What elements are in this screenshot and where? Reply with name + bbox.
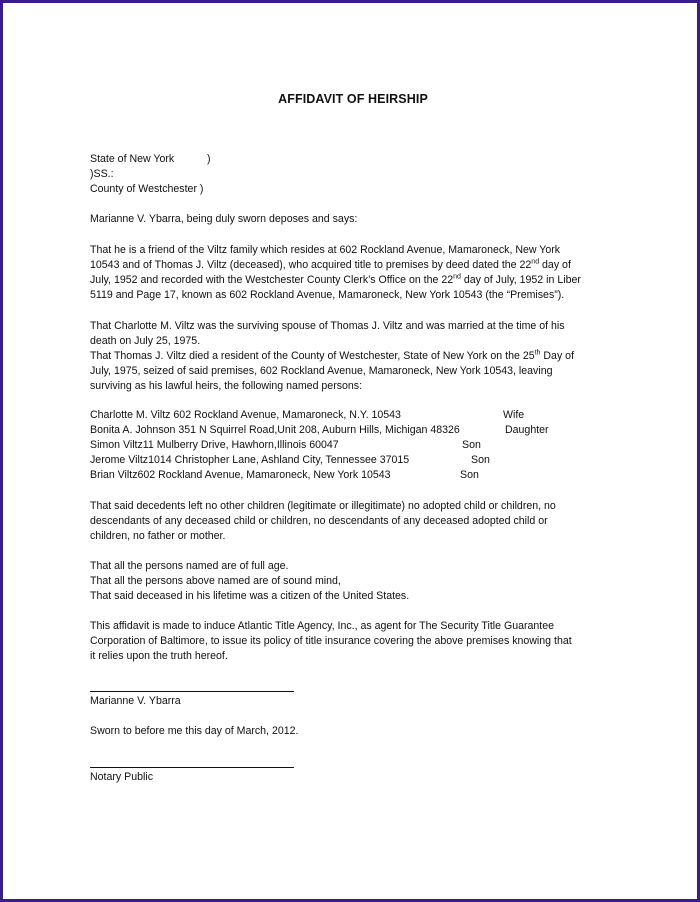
paragraph-line: July, 1952 and recorded with the Westchester County Clerk’s Office on the 22nd day of July, 1952 in Liber: [90, 273, 581, 286]
paragraph-line: death on July 25, 1975.: [90, 335, 201, 347]
paragraph-line: That said decedents left no other children (legitimate or illegitimate) no adopted child or children, no: [90, 500, 556, 512]
heir-relation: Daughter: [505, 424, 549, 436]
deposes-line: Marianne V. Ybarra, being duly sworn deposes and says:: [90, 213, 358, 225]
heir-name-address: Charlotte M. Viltz 602 Rockland Avenue, Mamaroneck, N.Y. 10543: [90, 409, 401, 421]
paragraph-line: That all the persons named are of full age.: [90, 560, 289, 572]
paragraph-line: That Thomas J. Viltz died a resident of the County of Westchester, State of New York on the 25th Day of: [90, 349, 575, 362]
paragraph-line: children, no father or mother.: [90, 530, 226, 542]
paragraph-line: it relies upon the truth hereof.: [90, 650, 228, 662]
paragraph-no-other-heirs: [90, 499, 630, 544]
paragraph-line: That all the persons above named are of sound mind,: [90, 575, 341, 587]
heir-relation: Son: [462, 439, 481, 451]
paragraph-line: 10543 and of Thomas J. Viltz (deceased), who acquired title to premises by deed dated the 22nd day of: [90, 258, 571, 271]
paragraph-line: descendants of any deceased child or children, no descendants of any deceased adopted child or: [90, 515, 548, 527]
signer-name: Marianne V. Ybarra: [90, 695, 181, 707]
paragraph-spouse-death: [90, 319, 630, 394]
paragraph-line: 5119 and Page 17, known as 602 Rockland Avenue, Mamaroneck, New York 10543 (the “Premises”).: [90, 289, 565, 301]
paragraph-line: Corporation of Baltimore, to issue its policy of title insurance covering the above premises knowing that: [90, 635, 572, 647]
paragraph-line: This affidavit is made to induce Atlantic Title Agency, Inc., as agent for The Security Title Guarantee: [90, 620, 555, 632]
heir-name-address: Simon Viltz11 Mulberry Drive, Hawhorn,Illinois 60047: [90, 439, 339, 451]
heir-name-address: Jerome Viltz1014 Christopher Lane, Ashland City, Tennessee 37015: [90, 454, 410, 466]
heir-name-address: Brian Viltz602 Rockland Avenue, Mamaroneck, New York 10543: [90, 469, 391, 481]
paragraph-statements: [90, 559, 630, 604]
venue-state-bracket: ): [207, 153, 211, 165]
paragraph-line: That said deceased in his lifetime was a citizen of the United States.: [90, 590, 410, 602]
venue-ss: )SS.:: [90, 168, 114, 180]
signature-line: [90, 691, 294, 692]
venue-county: County of Westchester ): [90, 183, 204, 195]
heir-relation: Wife: [503, 409, 525, 421]
paragraph-line: July, 1975, seized of said premises, 602 Rockland Avenue, Mamaroneck, New York 10543, leaving: [90, 365, 553, 377]
heir-name-address: Bonita A. Johnson 351 N Squirrel Road,Unit 208, Auburn Hills, Michigan 48326: [90, 424, 460, 436]
notary-signature-line: [90, 767, 294, 768]
document-page: [3, 3, 697, 899]
venue-state: State of New York: [90, 153, 175, 165]
heir-relation: Son: [460, 469, 479, 481]
paragraph-line: That he is a friend of the Viltz family which resides at 602 Rockland Avenue, Mamaroneck, New York: [90, 244, 561, 256]
paragraph-line: That Charlotte M. Viltz was the surviving spouse of Thomas J. Viltz and was married at the time of his: [90, 320, 565, 332]
paragraph-purpose: [90, 619, 630, 664]
sworn-statement: Sworn to before me this day of March, 2012.: [90, 725, 299, 737]
document-title: AFFIDAVIT OF HEIRSHIP: [278, 92, 428, 106]
paragraph-line: surviving as his lawful heirs, the following named persons:: [90, 380, 363, 392]
notary-label: Notary Public: [90, 771, 153, 783]
heir-relation: Son: [471, 454, 490, 466]
paragraph-acquisition: [90, 243, 630, 303]
